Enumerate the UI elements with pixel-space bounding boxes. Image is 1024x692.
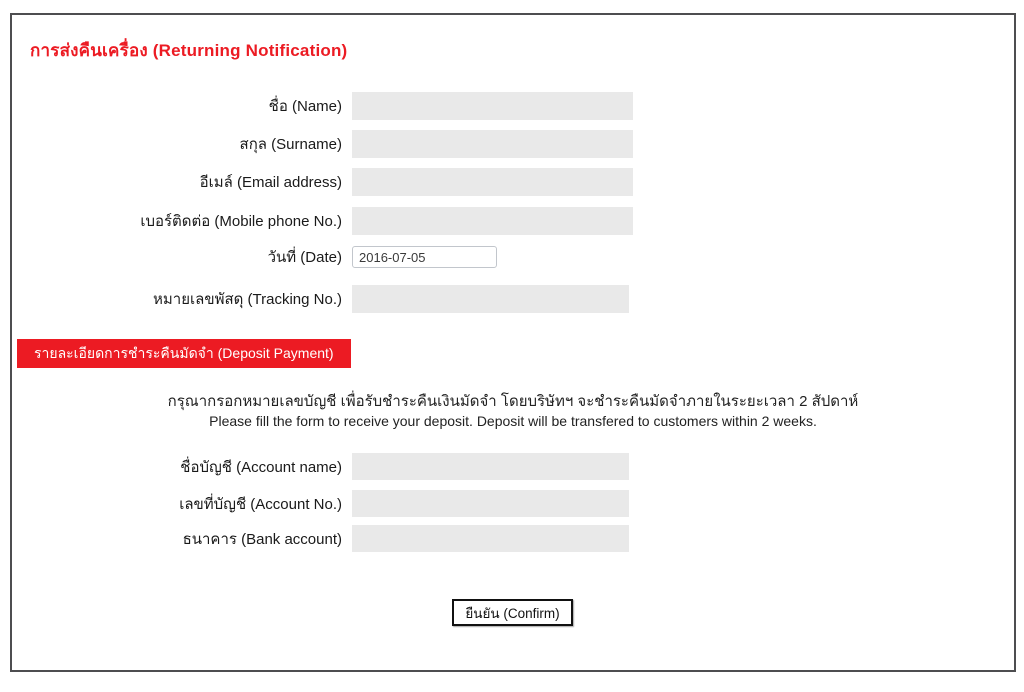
bank-label: ธนาคาร (Bank account) bbox=[182, 530, 342, 548]
account-name-input[interactable] bbox=[352, 453, 629, 480]
account-no-input[interactable] bbox=[352, 490, 629, 517]
bank-input[interactable] bbox=[352, 525, 629, 552]
tracking-input[interactable] bbox=[352, 285, 629, 313]
tracking-label: หมายเลขพัสดุ (Tracking No.) bbox=[153, 291, 342, 308]
surname-input[interactable] bbox=[352, 130, 633, 158]
mobile-label: เบอร์ติดต่อ (Mobile phone No.) bbox=[140, 213, 342, 230]
account-no-label: เลขที่บัญชี (Account No.) bbox=[179, 495, 342, 513]
form-row-bank bbox=[12, 525, 1014, 552]
account-name-label: ชื่อบัญชี (Account name) bbox=[180, 458, 342, 476]
form-row-surname bbox=[12, 130, 1014, 158]
name-input[interactable] bbox=[352, 92, 633, 120]
deposit-instructions-english: Please fill the form to receive your deposit. Deposit will be transfered to customers within 2 weeks. bbox=[209, 413, 817, 429]
page-title: การส่งคืนเครื่อง (Returning Notification) bbox=[30, 41, 348, 60]
email-label: อีเมล์ (Email address) bbox=[199, 174, 342, 191]
form-row-account-name bbox=[12, 453, 1014, 480]
form-row-tracking bbox=[12, 285, 1014, 313]
form-row-email bbox=[12, 168, 1014, 196]
form-row-date bbox=[12, 244, 1014, 270]
mobile-input[interactable] bbox=[352, 207, 633, 235]
form-row-account-no bbox=[12, 490, 1014, 517]
name-label: ชื่อ (Name) bbox=[268, 98, 342, 115]
returning-notification-form bbox=[10, 13, 1016, 672]
confirm-button[interactable]: ยืนยัน (Confirm) bbox=[452, 599, 573, 626]
surname-label: สกุล (Surname) bbox=[239, 136, 342, 153]
date-input[interactable] bbox=[352, 246, 497, 268]
email-input[interactable] bbox=[352, 168, 633, 196]
form-row-mobile bbox=[12, 207, 1014, 235]
deposit-payment-banner: รายละเอียดการชำระคืนมัดจำ (Deposit Payment) bbox=[17, 339, 351, 368]
deposit-instructions-thai: กรุณากรอกหมายเลขบัญชี เพื่อรับชำระคืนเงินมัดจำ โดยบริษัทฯ จะชำระคืนมัดจำภายในระยะเวลา 2 สัปดาห์ bbox=[167, 393, 859, 410]
form-row-name bbox=[12, 92, 1014, 120]
date-label: วันที่ (Date) bbox=[267, 249, 342, 266]
